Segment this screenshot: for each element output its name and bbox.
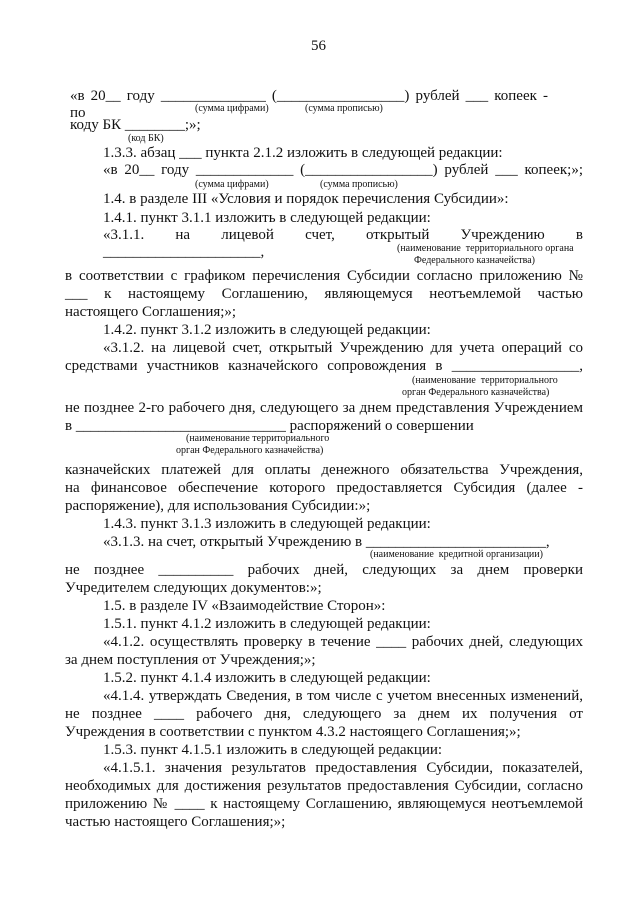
text-line: ___ к настоящему Соглашению, являющемуся неотъемлемой частью — [65, 286, 583, 302]
footnote-label: (наименование территориального — [412, 375, 558, 386]
footnote-label: Федерального казначейства) — [414, 255, 535, 266]
page-number: 56 — [311, 38, 326, 54]
text-line: не позднее ____ рабочего дня, следующего за днем их получения от — [65, 706, 583, 722]
text-line: 1.4.2. пункт 3.1.2 изложить в следующей редакции: — [103, 322, 431, 338]
text-line: на финансовое обеспечение которого предоставляется Субсидия (далее - — [65, 480, 583, 496]
text-line: коду БК ________;»; — [70, 117, 201, 133]
text-line: 1.4.3. пункт 3.1.3 изложить в следующей редакции: — [103, 516, 431, 532]
text-line: «в 20__ году ______________ (_________________) рублей ___ копеек - по — [70, 88, 548, 121]
text-line: «3.1.2. на лицевой счет, открытый Учреждению для учета операций со — [103, 340, 583, 356]
text-line: казначейских платежей для оплаты денежного обязательства Учреждения, — [65, 462, 583, 478]
text-line: 1.5.2. пункт 4.1.4 изложить в следующей редакции: — [103, 670, 431, 686]
footnote-label: (сумма цифрами) — [195, 179, 269, 190]
text-line: «3.1.1. на лицевой счет, открытый Учреждению в _____________________, — [103, 227, 583, 260]
text-line: «4.1.2. осуществлять проверку в течение ____ рабочих дней, следующих — [103, 634, 583, 650]
text-line: не позднее 2-го рабочего дня, следующего за днем представления Учреждением — [65, 400, 583, 416]
text-line: 1.5.1. пункт 4.1.2 изложить в следующей редакции: — [103, 616, 431, 632]
text-line: Учреждения в соответствии с пунктом 4.3.2 настоящего Соглашения;»; — [65, 724, 521, 740]
text-line: средствами участников казначейского сопровождения в _________________, — [65, 358, 583, 374]
text-line: Учредителем следующих документов:»; — [65, 580, 322, 596]
footnote-label: (сумма прописью) — [305, 103, 383, 114]
text-line: 1.4. в разделе III «Условия и порядок перечисления Субсидии»: — [103, 191, 509, 207]
text-line: в ____________________________ распоряжений о совершении — [65, 418, 474, 434]
footnote-label: орган Федерального казначейства) — [402, 387, 550, 398]
text-line: 1.3.3. абзац ___ пункта 2.1.2 изложить в следующей редакции: — [103, 145, 503, 161]
text-line: «3.1.3. на счет, открытый Учреждению в ________________________, — [103, 534, 550, 550]
text-line: 1.5.3. пункт 4.1.5.1 изложить в следующей редакции: — [103, 742, 443, 758]
text-line: не позднее __________ рабочих дней, следующих за днем проверки — [65, 562, 583, 578]
text-line: необходимых для достижения результатов предоставления Субсидии, согласно — [65, 778, 583, 794]
footnote-label: (сумма прописью) — [320, 179, 398, 190]
text-line: за днем поступления от Учреждения;»; — [65, 652, 316, 668]
text-line: «4.1.4. утверждать Сведения, в том числе с учетом внесенных изменений, — [103, 688, 583, 704]
footnote-label: (сумма цифрами) — [195, 103, 269, 114]
footnote-label: (наименование территориального — [186, 433, 330, 444]
text-line: распоряжение), для использования Субсидии:»; — [65, 498, 371, 514]
footnote-label: (код БК) — [128, 133, 164, 144]
text-line: приложению № ____ к настоящему Соглашению, являющемуся неотъемлемой — [65, 796, 583, 812]
footnote-label: (наименование кредитной организации) — [370, 549, 543, 560]
text-line: настоящего Соглашения;»; — [65, 304, 237, 320]
text-line: в соответствии с графиком перечисления Субсидии согласно приложению № — [65, 268, 583, 284]
text-line: 1.4.1. пункт 3.1.1 изложить в следующей редакции: — [103, 210, 431, 226]
text-line: «4.1.5.1. значения результатов предоставления Субсидии, показателей, — [103, 760, 583, 776]
footnote-label: орган Федерального казначейства) — [176, 445, 324, 456]
text-line: 1.5. в разделе IV «Взаимодействие Сторон»: — [103, 598, 386, 614]
text-line: «в 20__ году _____________ (_________________) рублей ___ копеек;»; — [103, 162, 583, 178]
footnote-label: (наименование территориального органа — [397, 243, 574, 254]
text-line: частью настоящего Соглашения;»; — [65, 814, 286, 830]
